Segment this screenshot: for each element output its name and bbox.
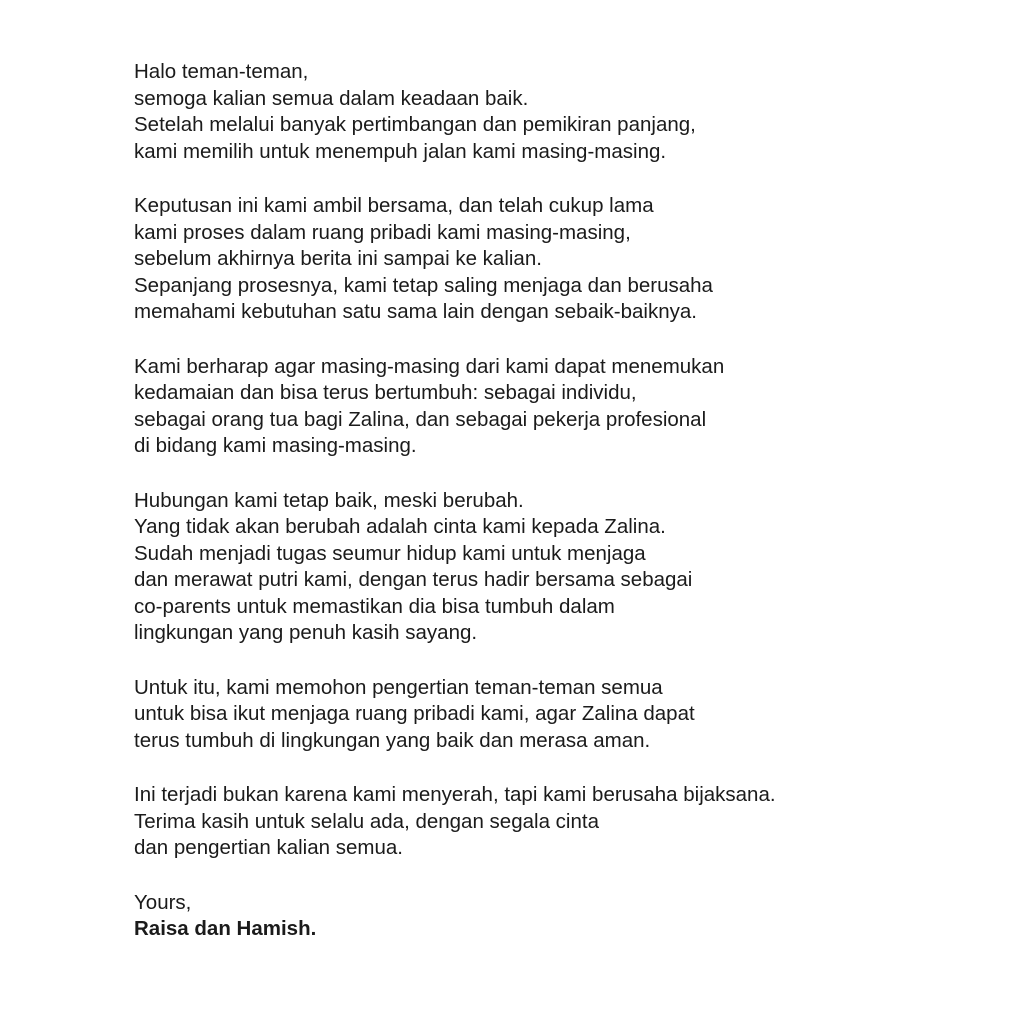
letter-line: semoga kalian semua dalam keadaan baik.: [134, 86, 529, 110]
letter-line: sebagai orang tua bagi Zalina, dan sebagai pekerja profesional: [134, 407, 707, 431]
letter-line: Kami berharap agar masing-masing dari kami dapat menemukan: [134, 354, 725, 378]
letter-line: co-parents untuk memastikan dia bisa tumbuh dalam: [134, 594, 615, 618]
letter-line: lingkungan yang penuh kasih sayang.: [134, 621, 478, 644]
letter-line: kami proses dalam ruang pribadi kami masing-masing,: [134, 220, 631, 244]
paragraph-hope: [134, 354, 994, 460]
letter-line: untuk bisa ikut menjaga ruang pribadi kami, agar Zalina dapat: [134, 702, 695, 725]
letter-line: dan merawat putri kami, dengan terus hadir bersama sebagai: [134, 568, 693, 591]
letter-line: di bidang kami masing-masing.: [134, 434, 417, 457]
closing: [134, 890, 994, 943]
letter-line: Hubungan kami tetap baik, meski berubah.: [134, 488, 524, 512]
letter-line: dan pengertian kalian semua.: [134, 836, 403, 859]
letter-line: Halo teman-teman,: [134, 60, 309, 83]
paragraph-thanks: [134, 782, 994, 862]
closing-salutation: Yours,: [134, 890, 192, 914]
letter-line: Yang tidak akan berubah adalah cinta kami kepada Zalina.: [134, 515, 666, 538]
paragraph-greeting: [134, 59, 994, 165]
letter-line: Terima kasih untuk selalu ada, dengan segala cinta: [134, 809, 599, 833]
letter-body: [134, 59, 994, 971]
letter-line: sebelum akhirnya berita ini sampai ke kalian.: [134, 247, 542, 270]
paragraph-relationship: [134, 488, 994, 647]
letter-line: kedamaian dan bisa terus bertumbuh: sebagai individu,: [134, 381, 637, 404]
paragraph-decision: [134, 193, 994, 326]
letter-line: Keputusan ini kami ambil bersama, dan telah cukup lama: [134, 194, 654, 217]
letter-line: memahami kebutuhan satu sama lain dengan sebaik-baiknya.: [134, 300, 697, 323]
letter-line: Sepanjang prosesnya, kami tetap saling menjaga dan berusaha: [134, 273, 713, 297]
letter-line: kami memilih untuk menempuh jalan kami masing-masing.: [134, 139, 667, 163]
letter-line: terus tumbuh di lingkungan yang baik dan merasa aman.: [134, 728, 651, 752]
letter-line: Setelah melalui banyak pertimbangan dan pemikiran panjang,: [134, 113, 696, 136]
paragraph-request: [134, 675, 994, 755]
closing-signature: Raisa dan Hamish.: [134, 917, 317, 940]
letter-line: Sudah menjadi tugas seumur hidup kami untuk menjaga: [134, 541, 646, 565]
letter-line: Ini terjadi bukan karena kami menyerah, tapi kami berusaha bijaksana.: [134, 783, 776, 806]
letter-line: Untuk itu, kami memohon pengertian teman-teman semua: [134, 675, 663, 699]
